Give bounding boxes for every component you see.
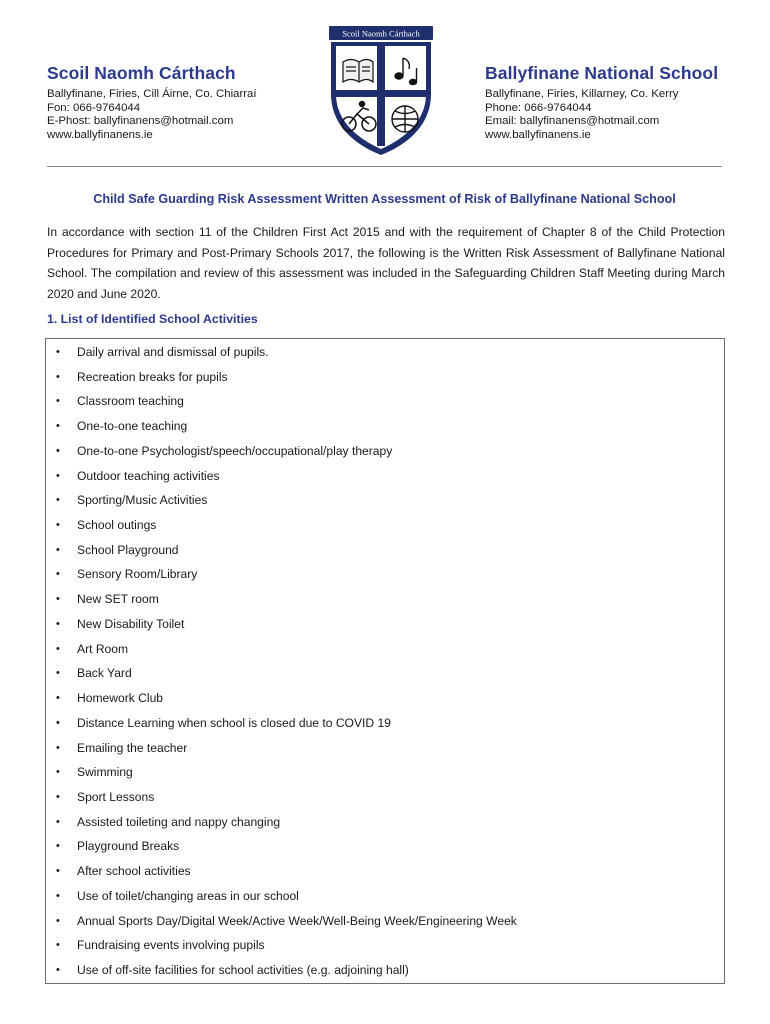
header-divider: [47, 166, 722, 167]
activity-label: Annual Sports Day/Digital Week/Active Week/Well-Being Week/Engineering Week: [77, 913, 517, 928]
list-item: [46, 639, 724, 664]
activity-label: Assisted toileting and nappy changing: [77, 814, 281, 829]
school-crest-logo: [325, 24, 437, 158]
phone-english: Phone: 066-9764044: [485, 101, 592, 114]
list-item: [46, 738, 724, 763]
list-item: [46, 589, 724, 614]
bullet-icon: •: [56, 543, 60, 556]
bullet-icon: •: [56, 741, 60, 754]
bullet-icon: •: [56, 815, 60, 828]
bullet-icon: •: [56, 469, 60, 482]
list-item: [46, 935, 724, 960]
list-item: [46, 713, 724, 738]
school-header-english: [485, 63, 755, 142]
bullet-icon: •: [56, 963, 60, 976]
activity-label: Back Yard: [77, 666, 132, 681]
bullet-icon: •: [56, 593, 60, 606]
school-header-irish: [47, 63, 317, 142]
address-irish: Ballyfinane, Firies, Cill Áirne, Co. Chiarraí: [47, 88, 257, 100]
bullet-icon: •: [56, 840, 60, 853]
list-item: [46, 663, 724, 688]
intro-paragraph: In accordance with section 11 of the Children First Act 2015 and with the requirement of Chapter 8 of the Child Protection Procedures for Primary and Post-Primary Schools 2017, the following is the Written Risk Assessment of Ballyfinane National School. The compilation and review of this assessment was included in the Safeguarding Children Staff Meeting during March 2020 and June 2020.: [47, 225, 725, 301]
activity-label: Use of off-site facilities for school activities (e.g. adjoining hall): [77, 962, 409, 977]
activity-label: Playground Breaks: [77, 839, 180, 854]
list-item: [46, 911, 724, 936]
list-item: [46, 367, 724, 392]
section-heading: 1. List of Identified School Activities: [47, 312, 258, 326]
activity-label: Daily arrival and dismissal of pupils.: [77, 345, 269, 359]
activity-label: Use of toilet/changing areas in our school: [77, 888, 299, 903]
list-item: [46, 564, 724, 589]
activity-label: New SET room: [77, 592, 159, 607]
school-name-irish: Scoil Naomh Cárthach: [47, 63, 236, 83]
activity-label: Classroom teaching: [77, 394, 184, 409]
bullet-icon: •: [56, 914, 60, 927]
bullet-icon: •: [56, 346, 60, 358]
bullet-icon: •: [56, 716, 60, 729]
address-english: Ballyfinane, Firies, Killarney, Co. Kerry: [485, 88, 679, 100]
bullet-icon: •: [56, 790, 60, 803]
activity-label: Sport Lessons: [77, 789, 155, 804]
activity-list-box: [45, 338, 725, 984]
document-title: Child Safe Guarding Risk Assessment Written Assessment of Risk of Ballyfinane National School: [93, 192, 676, 206]
list-item: [46, 787, 724, 812]
bullet-icon: •: [56, 444, 60, 457]
website-irish: www.ballyfinanens.ie: [47, 128, 153, 141]
activity-label: Fundraising events involving pupils: [77, 938, 265, 953]
bullet-icon: •: [56, 370, 60, 383]
activity-list: [46, 342, 724, 985]
bullet-icon: •: [56, 939, 60, 952]
school-name-english: Ballyfinane National School: [485, 63, 719, 83]
list-item: [46, 688, 724, 713]
activity-label: Sporting/Music Activities: [77, 493, 208, 508]
bullet-icon: •: [56, 766, 60, 779]
list-item: [46, 342, 724, 367]
list-item: [46, 515, 724, 540]
list-item: [46, 441, 724, 466]
bullet-icon: •: [56, 395, 60, 408]
bullet-icon: •: [56, 692, 60, 705]
activity-label: School Playground: [77, 542, 179, 557]
bullet-icon: •: [56, 494, 60, 507]
list-item: [46, 886, 724, 911]
list-item: [46, 540, 724, 565]
list-item: [46, 490, 724, 515]
bullet-icon: •: [56, 889, 60, 902]
list-item: [46, 416, 724, 441]
list-item: [46, 614, 724, 639]
bullet-icon: •: [56, 420, 60, 433]
list-item: [46, 762, 724, 787]
bullet-icon: •: [56, 642, 60, 655]
crest-banner-text: Scoil Naomh Cárthach: [342, 28, 420, 39]
list-item: [46, 391, 724, 416]
bullet-icon: •: [56, 519, 60, 532]
activity-label: Distance Learning when school is closed due to COVID 19: [77, 715, 391, 730]
activity-label: New Disability Toilet: [77, 616, 185, 631]
bullet-icon: •: [56, 617, 60, 630]
activity-label: Recreation breaks for pupils: [77, 369, 228, 384]
list-item: [46, 466, 724, 491]
activity-label: Swimming: [77, 765, 133, 780]
activity-label: One-to-one teaching: [77, 419, 188, 434]
website-english: www.ballyfinanens.ie: [485, 128, 591, 141]
list-item: [46, 861, 724, 886]
email-irish: E-Phost: ballyfinanens@hotmail.com: [47, 115, 234, 128]
bullet-icon: •: [56, 568, 60, 581]
activity-label: Outdoor teaching activities: [77, 468, 220, 483]
email-english: Email: ballyfinanens@hotmail.com: [485, 115, 660, 128]
bullet-icon: •: [56, 865, 60, 878]
activity-label: Emailing the teacher: [77, 740, 188, 755]
list-item: [46, 836, 724, 861]
activity-label: Homework Club: [77, 691, 164, 706]
activity-label: One-to-one Psychologist/speech/occupational/play therapy: [77, 443, 393, 458]
bullet-icon: •: [56, 667, 60, 680]
list-item: [46, 960, 724, 985]
crest-shield-icon: [325, 24, 437, 158]
activity-label: School outings: [77, 518, 157, 533]
activity-label: Art Room: [77, 641, 129, 656]
list-item: [46, 812, 724, 837]
phone-irish: Fon: 066-9764044: [47, 101, 141, 114]
activity-label: After school activities: [77, 864, 191, 879]
activity-label: Sensory Room/Library: [77, 567, 198, 582]
